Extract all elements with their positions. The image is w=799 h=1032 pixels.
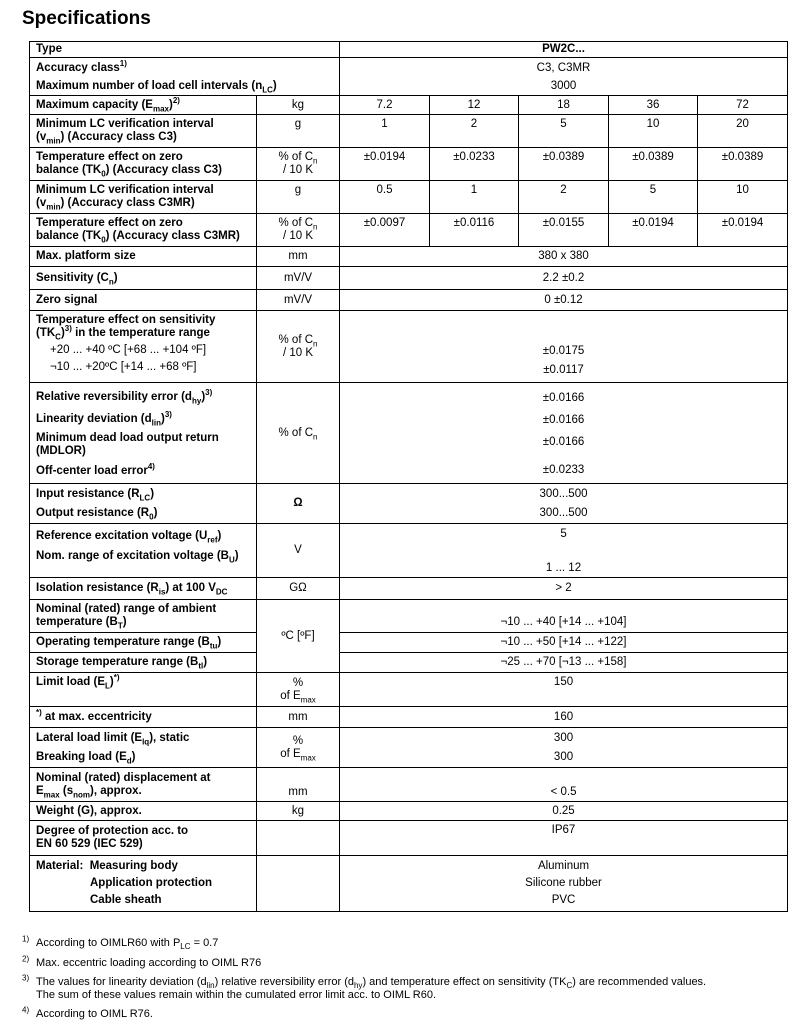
table-row: [30, 58, 788, 96]
row-label: Lateral load limit $(E_{lq})$, static Breaking load $(E_d)$: [30, 728, 257, 768]
row-label: Temperature effect on zero balance $(TK_0)$ (Accuracy class C3): [30, 148, 257, 181]
value-cell: < 0.5: [340, 768, 788, 802]
table-row: [30, 707, 788, 728]
row-label: Temperature effect on zero balance $(TK_0)$ (Accuracy class C3MR): [30, 214, 257, 247]
page-title: Specifications: [22, 8, 151, 29]
table-row: [30, 290, 788, 311]
value-cell: ¬10 ... +50 [+14 ... +122]: [340, 633, 788, 653]
table-row: [30, 42, 788, 58]
value-cell: 0 ±0.12: [340, 290, 788, 311]
row-label: Sensitivity $(C_n)$: [30, 267, 257, 290]
value-cell: 300 300: [340, 728, 788, 768]
table-row: [30, 484, 788, 524]
value-cell: ±0.0194: [609, 214, 698, 247]
row-label: Max. platform size: [30, 247, 257, 267]
value-cell: ±0.0194: [340, 148, 430, 181]
unit-cell: V: [257, 524, 340, 578]
table-row: [30, 311, 788, 383]
row-label: Degree of protection acc. to EN 60 529 (IEC 529): [30, 821, 257, 856]
type-value: PW2C...: [340, 42, 788, 58]
unit-cell: kg: [257, 96, 340, 115]
unit-cell: kg: [257, 802, 340, 821]
value-cell: 2: [519, 181, 609, 214]
table-row: [30, 600, 788, 633]
unit-cell: Ω: [257, 484, 340, 524]
row-label: Relative reversibility error $(d_{hy})^{3)}$ Linearity deviation $(d_{lin})^{3)}$ Minimum dead load output return (MDLOR) Off-center load error$^{4)}$: [30, 383, 257, 484]
unit-cell: mm: [257, 768, 340, 802]
row-label: Maximum capacity $(E_{max})^{2)}$: [30, 96, 257, 115]
value-cell: 2.2 ±0.2: [340, 267, 788, 290]
value-cell: 7.2: [340, 96, 430, 115]
table-row: [30, 578, 788, 600]
row-label: Weight (G), approx.: [30, 802, 257, 821]
value-cell: 150: [340, 673, 788, 707]
unit-cell: % of $C_n$ / 10 K: [257, 148, 340, 181]
unit-cell: mV/V: [257, 290, 340, 311]
table-row: [30, 802, 788, 821]
value-cell: 5 1 ... 12: [340, 524, 788, 578]
row-label: Limit load $(E_L)^{*)}$: [30, 673, 257, 707]
value-cell: 5: [519, 115, 609, 148]
table-row: [30, 247, 788, 267]
unit-cell: GΩ: [257, 578, 340, 600]
value-cell: ±0.0233: [430, 148, 519, 181]
value-cell: 380 x 380: [340, 247, 788, 267]
value-cell: 1: [340, 115, 430, 148]
unit-cell: % of $C_n$: [257, 383, 340, 484]
value-cell: 72: [698, 96, 788, 115]
table-row: [30, 821, 788, 856]
table-row: [30, 148, 788, 181]
specifications-table: [29, 41, 788, 912]
row-label: Nominal (rated) displacement at $E_{max}$ $(s_{nom})$, approx.: [30, 768, 257, 802]
row-label: Reference excitation voltage $(U_{ref})$ Nom. range of excitation voltage $(B_U)$: [30, 524, 257, 578]
row-label: Isolation resistance $(R_{is})$ at 100 $V_{DC}$: [30, 578, 257, 600]
row-label: Operating temperature range $(B_{tu})$: [30, 633, 257, 653]
table-row: [30, 653, 788, 673]
value-cell: ±0.0389: [519, 148, 609, 181]
value-cell: 12: [430, 96, 519, 115]
unit-cell: % of $C_n$ / 10 K: [257, 311, 340, 383]
value-cell: 10: [698, 181, 788, 214]
unit-cell: g: [257, 181, 340, 214]
unit-cell: mm: [257, 247, 340, 267]
row-label: Minimum LC verification interval $(v_{min})$ (Accuracy class C3MR): [30, 181, 257, 214]
value-cell: ±0.0194: [698, 214, 788, 247]
value-cell: > 2: [340, 578, 788, 600]
unit-cell: % of $E_{max}$: [257, 728, 340, 768]
value-cell: ±0.0166 ±0.0166 ±0.0166 ±0.0233: [340, 383, 788, 484]
unit-cell: % of $E_{max}$: [257, 673, 340, 707]
unit-cell: [257, 856, 340, 912]
footnote: $^{2)}$ Max. eccentric loading according to OIML R76: [22, 954, 262, 969]
table-row: [30, 214, 788, 247]
value-cell: ±0.0097: [340, 214, 430, 247]
value-cell: Aluminum Silicone rubber PVC: [340, 856, 788, 912]
row-label: Nominal (rated) range of ambient temperature $(B_T)$: [30, 600, 257, 633]
unit-cell: mm: [257, 707, 340, 728]
value-cell: 300...500 300...500: [340, 484, 788, 524]
row-label: Type: [30, 42, 340, 58]
table-row: [30, 673, 788, 707]
value-cell: ±0.0155: [519, 214, 609, 247]
row-label: Material: Measuring body Application protection Cable sheath: [30, 856, 257, 912]
unit-cell: ºC [ºF]: [257, 600, 340, 673]
value-cell: ±0.0389: [609, 148, 698, 181]
footnote: $^{1)}$ According to OIMLR60 with $P_{LC} = 0.7$: [22, 934, 219, 952]
footnote: $^{3)}$ The values for linearity deviation $(d_{lin})$ relative reversibility error $(d_{hy})$ and temperature effect on sensitivity $(TK_C)$ are recommended values. The sum of these values remain within the cumulated error limit acc. to OIML R60.: [22, 973, 707, 1001]
table-row: [30, 267, 788, 290]
value-cell: 10: [609, 115, 698, 148]
value-cell: 0.25: [340, 802, 788, 821]
value-cell: 18: [519, 96, 609, 115]
table-row: [30, 96, 788, 115]
value-cell: 1: [430, 181, 519, 214]
row-label: Temperature effect on sensitivity $(TK_C)^{3)}$ in the temperature range +20 ... +40 ºC [+68 ... +104 ºF] ¬10 ... +20ºC [+14 ... +68 ºF]: [30, 311, 257, 383]
row-label: Accuracy class$^{1)}$ Maximum number of load cell intervals $(n_{LC})$: [30, 58, 340, 96]
value-cell: IP67: [340, 821, 788, 856]
value-cell: 160: [340, 707, 788, 728]
table-row: [30, 768, 788, 802]
value-cell: ¬25 ... +70 [¬13 ... +158]: [340, 653, 788, 673]
unit-cell: mV/V: [257, 267, 340, 290]
table-row: [30, 524, 788, 578]
value-cell: ±0.0116: [430, 214, 519, 247]
value-cell: 0.5: [340, 181, 430, 214]
row-value: C3, C3MR 3000: [340, 58, 788, 96]
row-label: Storage temperature range $(B_{tl})$: [30, 653, 257, 673]
unit-cell: [257, 821, 340, 856]
table-row: [30, 115, 788, 148]
table-row: [30, 728, 788, 768]
unit-cell: % of $C_n$ / 10 K: [257, 214, 340, 247]
unit-cell: g: [257, 115, 340, 148]
table-row: [30, 383, 788, 484]
row-label: *) at max. eccentricity: [30, 707, 257, 728]
value-cell: 5: [609, 181, 698, 214]
table-row: [30, 633, 788, 653]
row-label: Minimum LC verification interval $(v_{min})$ (Accuracy class C3): [30, 115, 257, 148]
row-label: Input resistance $(R_{LC})$ Output resistance $(R_0)$: [30, 484, 257, 524]
table-row: [30, 856, 788, 912]
value-cell: 2: [430, 115, 519, 148]
value-cell: ¬10 ... +40 [+14 ... +104]: [340, 600, 788, 633]
footnote: $^{4)}$ According to OIML R76.: [22, 1005, 153, 1020]
value-cell: ±0.0175 ±0.0117: [340, 311, 788, 383]
table-row: [30, 181, 788, 214]
value-cell: ±0.0389: [698, 148, 788, 181]
row-label: Zero signal: [30, 290, 257, 311]
value-cell: 36: [609, 96, 698, 115]
value-cell: 20: [698, 115, 788, 148]
